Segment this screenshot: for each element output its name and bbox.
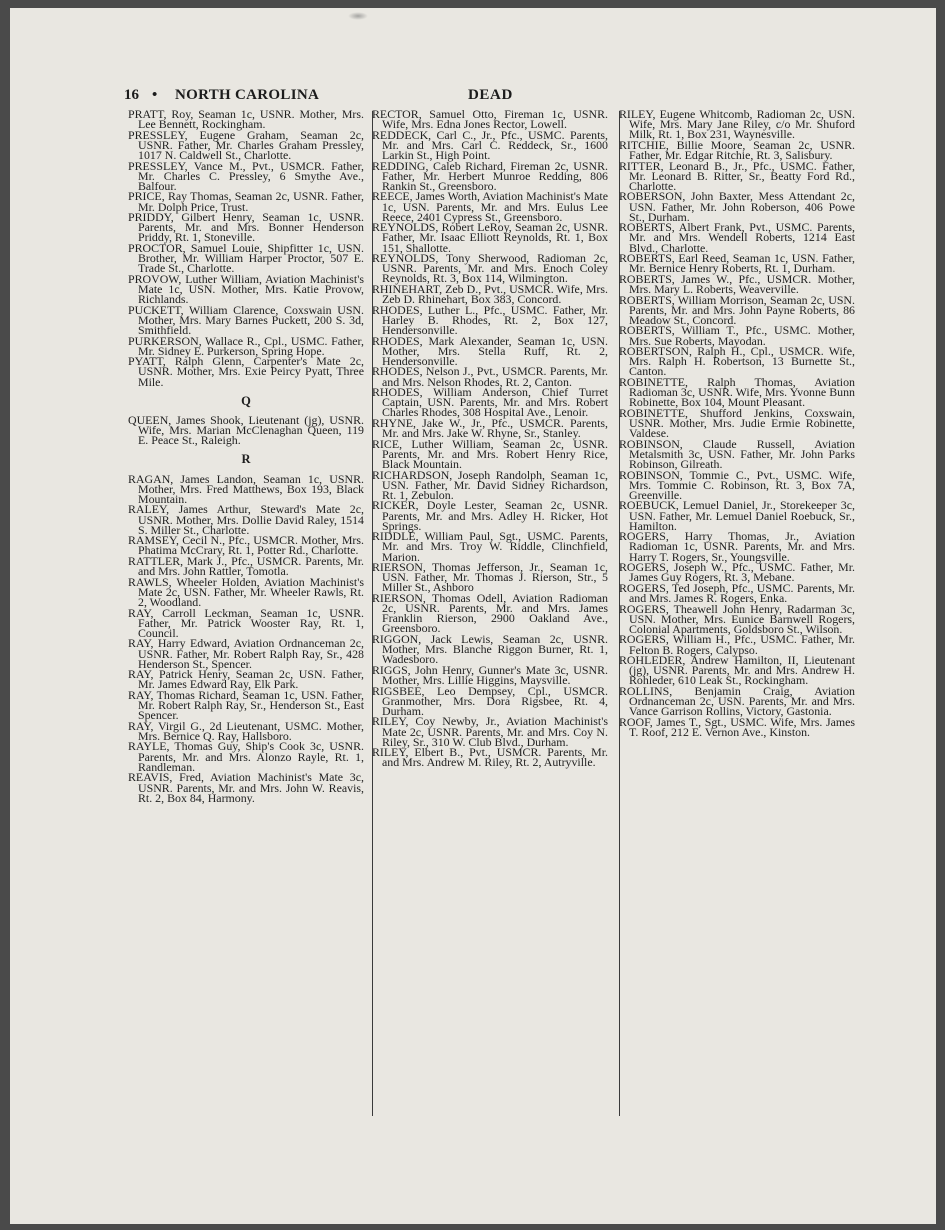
- roll-entry: ROBERTS, James W., Pfc., USMCR. Mother, Mrs. Mary L. Roberts, Weaverville.: [619, 271, 855, 296]
- roll-entry: RAY, Virgil G., 2d Lieutenant, USMC. Mother, Mrs. Bernice Q. Ray, Hallsboro.: [128, 718, 364, 743]
- roll-entry: RAY, Patrick Henry, Seaman 2c, USN. Father, Mr. James Edward Ray, Elk Park.: [128, 667, 364, 692]
- roll-entry: RICKER, Doyle Lester, Seaman 2c, USNR. Parents, Mr. and Mrs. Adley H. Ricker, Hot Springs.: [372, 498, 608, 533]
- roll-entry: ROBERTS, Earl Reed, Seaman 1c, USN. Father, Mr. Bernice Henry Roberts, Rt. 1, Durham.: [619, 251, 855, 276]
- roll-entry: REYNOLDS, Tony Sherwood, Radioman 2c, USNR. Parents, Mr. and Mrs. Enoch Coley Reynolds, Rt. 3, Box 114, Wilmington.: [372, 251, 608, 286]
- column-2: [372, 109, 608, 768]
- roll-entry: PYATT, Ralph Glenn, Carpenter's Mate 2c, USNR. Mother, Mrs. Exie Peircy Pyatt, Three Mile.: [128, 354, 364, 389]
- roll-entry: REDDECK, Carl C., Jr., Pfc., USMC. Parents, Mr. and Mrs. Carl C. Reddeck, Sr., 1600 Larkin St., High Point.: [372, 127, 608, 163]
- roll-entry: RATTLER, Mark J., Pfc., USMCR. Parents, Mr. and Mrs. John Rattler, Tomotla.: [128, 553, 364, 579]
- roll-entry: REAVIS, Fred, Aviation Machinist's Mate 3c, USNR. Parents, Mr. and Mrs. John W. Reavis, Rt. 2, Box 84, Harmony.: [128, 770, 364, 805]
- roll-entry: RICHARDSON, Joseph Randolph, Seaman 1c, USN. Father, Mr. David Sidney Richardson, Rt. 1, Zebulon.: [372, 467, 608, 502]
- roll-entry: RAYLE, Thomas Guy, Ship's Cook 3c, USNR. Parents, Mr. and Mrs. Alonzo Rayle, Rt. 1, Randleman.: [128, 739, 364, 774]
- page-number: 16: [124, 87, 139, 103]
- state-title: NORTH CAROLINA: [175, 87, 320, 103]
- roll-entry: REECE, James Worth, Aviation Machinist's Mate 1c, USN. Parents, Mr. and Mrs. Eulus Lee Reece, 2401 Cypress St., Greensboro.: [372, 189, 608, 224]
- roll-entry: RICE, Luther William, Seaman 2c, USNR. Parents, Mr. and Mrs. Robert Henry Rice, Black Mountain.: [372, 436, 608, 471]
- roll-entry: RIERSON, Thomas Jefferson, Jr., Seaman 1c, USN. Father, Mr. Thomas J. Rierson, Str., 5 Miller St., Ashboro: [372, 560, 608, 595]
- roll-entry: ROBERTS, William Morrison, Seaman 2c, USN. Parents, Mr. and Mrs. John Payne Roberts, 86 Meadow St., Concord.: [619, 292, 855, 327]
- ink-smudge: [348, 12, 368, 20]
- roll-entry: ROBINETTE, Shufford Jenkins, Coxswain, USNR. Mother, Mrs. Judie Ermie Robinette, Valdese.: [619, 405, 855, 441]
- roll-entry: RAGAN, James Landon, Seaman 1c, USNR. Mother, Mrs. Fred Matthews, Box 193, Black Mountain.: [128, 471, 364, 506]
- column-1: [128, 109, 364, 803]
- document-page: [10, 8, 936, 1224]
- section-letter: Q: [241, 393, 251, 408]
- roll-entry: REYNOLDS, Robert LeRoy, Seaman 2c, USNR. Father, Mr. Isaac Elliott Reynolds, Rt. 1, Box 151, Shallotte.: [372, 220, 608, 255]
- section-title: DEAD: [468, 87, 513, 103]
- roll-entry: RALEY, James Arthur, Steward's Mate 2c, USNR. Mother, Mrs. Dollie David Raley, 1514 S. Miller St., Charlotte.: [128, 502, 364, 537]
- roll-entry: RITTER, Leonard B., Jr., Pfc., USMC. Father, Mr. Leonard B. Ritter, Sr., Beatty Ford Rd., Charlotte.: [619, 158, 855, 193]
- roll-entry: RHINEHART, Zeb D., Pvt., USMCR. Wife, Mrs. Zeb D. Rhinehart, Box 383, Concord.: [372, 282, 608, 307]
- roll-entry: ROGERS, Harry Thomas, Jr., Aviation Radioman 1c, USNR. Parents, Mr. and Mrs. Harry T. Rogers, Sr., Youngsville.: [619, 529, 855, 564]
- roll-entry: ROOF, James T., Sgt., USMC. Wife, Mrs. James T. Roof, 212 E. Vernon Ave., Kinston.: [619, 714, 855, 739]
- roll-entry: RAY, Carroll Leckman, Seaman 1c, USNR. Father, Mr. Patrick Wooster Ray, Rt. 1, Council.: [128, 605, 364, 640]
- roll-entry: RHODES, William Anderson, Chief Turret Captain, USN. Parents, Mr. and Mrs. Robert Charles Rhodes, 308 Hospital Ave., Lenoir.: [372, 385, 608, 420]
- roll-entry: RHODES, Nelson J., Pvt., USMCR. Parents, Mr. and Mrs. Nelson Rhodes, Rt. 2, Canton.: [372, 364, 608, 389]
- roll-entry: ROBINSON, Claude Russell, Aviation Metalsmith 3c, USN. Father, Mr. John Parks Robinson, Gilreath.: [619, 436, 855, 471]
- roll-entry: RITCHIE, Billie Moore, Seaman 2c, USNR. Father, Mr. Edgar Ritchie, Rt. 3, Salisbury.: [619, 137, 855, 163]
- column-3: [619, 109, 855, 738]
- roll-entry: RILEY, Coy Newby, Jr., Aviation Machinist's Mate 2c, USNR. Parents, Mr. and Mrs. Coy N. Riley, Sr., 310 W. Club Blvd., Durham.: [372, 714, 608, 749]
- roll-entry: ROGERS, Theawell John Henry, Radarman 3c, USN. Mother, Mrs. Eunice Barnwell Rogers, Colonial Apartments, Goldsboro St., Wilson.: [619, 601, 855, 636]
- roll-entry: PRESSLEY, Eugene Graham, Seaman 2c, USNR. Father, Mr. Charles Graham Pressley, 1017 N. Caldwell St., Charlotte.: [128, 127, 364, 163]
- roll-entry: RHODES, Mark Alexander, Seaman 1c, USN. Mother, Mrs. Stella Ruff, Rt. 2, Hendersonville.: [372, 333, 608, 368]
- section-letter: R: [241, 452, 251, 467]
- roll-entry: RHYNE, Jake W., Jr., Pfc., USMCR. Parents, Mr. and Mrs. Jake W. Rhyne, Sr., Stanley.: [372, 415, 608, 441]
- roll-entry: PROVOW, Luther William, Aviation Machinist's Mate 1c, USN. Mother, Mrs. Katie Provow, Richlands.: [128, 271, 364, 307]
- roll-entry: REDDING, Caleb Richard, Fireman 2c, USNR. Father, Mr. Herbert Munroe Redding, 806 Rankin St., Greensboro.: [372, 158, 608, 193]
- roll-entry: ROBINSON, Tommie C., Pvt., USMC. Wife, Mrs. Tommie C. Robinson, Rt. 3, Box 7A, Greenville.: [619, 467, 855, 502]
- roll-entry: RAWLS, Wheeler Holden, Aviation Machinist's Mate 2c, USN. Father, Mr. Wheeler Rawls, Rt. 2, Woodland.: [128, 574, 364, 609]
- roll-entry: ROGERS, Joseph W., Pfc., USMC. Father, Mr. James Guy Rogers, Rt. 3, Mebane.: [619, 560, 855, 585]
- roll-entry: RIGGS, John Henry, Gunner's Mate 3c, USNR. Mother, Mrs. Lillie Higgins, Maysville.: [372, 662, 608, 688]
- roll-entry: RAY, Thomas Richard, Seaman 1c, USN. Father, Mr. Robert Ralph Ray, Sr., Henderson St., East Spencer.: [128, 687, 364, 723]
- roll-entry: ROEBUCK, Lemuel Daniel, Jr., Storekeeper 3c, USN. Father, Mr. Lemuel Daniel Roebuck, Sr., Hamilton.: [619, 498, 855, 533]
- roll-entry: ROBERTSON, Ralph H., Cpl., USMCR. Wife, Mrs. Ralph H. Robertson, 13 Burnette St., Canton.: [619, 344, 855, 379]
- roll-entry: RILEY, Eugene Whitcomb, Radioman 2c, USN. Wife, Mrs. Mary Jane Riley, c/o Mr. Shuford Milk, Rt. 1, Box 231, Waynesville.: [619, 107, 855, 142]
- roll-entry: PRIDDY, Gilbert Henry, Seaman 1c, USNR. Parents, Mr. and Mrs. Bonner Henderson Priddy, Rt. 1, Stoneville.: [128, 210, 364, 245]
- roll-entry: RIGGON, Jack Lewis, Seaman 2c, USNR. Mother, Mrs. Blanche Riggon Burner, Rt. 1, Wadesboro.: [372, 632, 608, 667]
- roll-entry: PROCTOR, Samuel Louie, Shipfitter 1c, USN. Brother, Mr. William Harper Proctor, 507 E. Trade St., Charlotte.: [128, 240, 364, 276]
- roll-entry: RIGSBEE, Leo Dempsey, Cpl., USMCR. Granmother, Mrs. Dora Rigsbee, Rt. 4, Durham.: [372, 683, 608, 718]
- roll-entry: ROBERTS, Albert Frank, Pvt., USMC. Parents, Mr. and Mrs. Wendell Roberts, 1214 East Blvd., Charlotte.: [619, 220, 855, 255]
- roll-entry: RILEY, Elbert B., Pvt., USMCR. Parents, Mr. and Mrs. Andrew M. Riley, Rt. 2, Autryville.: [372, 745, 608, 770]
- roll-entry: RIDDLE, William Paul, Sgt., USMC. Parents, Mr. and Mrs. Troy W. Riddle, Clinchfield, Marion.: [372, 529, 608, 564]
- roll-entry: ROGERS, Ted Joseph, Pfc., USMC. Parents, Mr. and Mrs. James R. Rogers, Enka.: [619, 580, 855, 605]
- roll-entry: RHODES, Luther L., Pfc., USMC. Father, Mr. Harley B. Rhodes, Rt. 2, Box 127, Hendersonville.: [372, 302, 608, 338]
- roll-entry: RAY, Harry Edward, Aviation Ordnanceman 2c, USNR. Father, Mr. Robert Ralph Ray, Sr., 428 Henderson St., Spencer.: [128, 636, 364, 671]
- roll-entry: ROBINETTE, Ralph Thomas, Aviation Radioman 3c, USNR. Wife, Mrs. Yvonne Bunn Robinette, Box 104, Mount Pleasant.: [619, 374, 855, 410]
- roll-entry: PRESSLEY, Vance M., Pvt., USMCR. Father, Mr. Charles C. Pressley, 6 Smythe Ave., Balfour.: [128, 158, 364, 193]
- roll-entry: RIERSON, Thomas Odell, Aviation Radioman 2c, USNR. Parents, Mr. and Mrs. James Franklin Rierson, 2900 Oakland Ave., Greensboro.: [372, 590, 608, 636]
- roll-entry: ROBERTS, William T., Pfc., USMC. Mother, Mrs. Sue Roberts, Mayodan.: [619, 323, 855, 348]
- roll-entry: PRATT, Roy, Seaman 1c, USNR. Mother, Mrs. Lee Bennett, Rockingham.: [128, 107, 364, 132]
- roll-entry: RAMSEY, Cecil N., Pfc., USMCR. Mother, Mrs. Phatima McCrary, Rt. 1, Potter Rd., Charlotte.: [128, 533, 364, 558]
- roll-entry: ROLLINS, Benjamin Craig, Aviation Ordnanceman 2c, USN. Parents, Mr. and Mrs. Vance Garrison Rollins, Victory, Gastonia.: [619, 683, 855, 719]
- roll-entry: ROGERS, William H., Pfc., USMC. Father, Mr. Felton B. Rogers, Calypso.: [619, 632, 855, 657]
- page-header: [124, 84, 866, 108]
- roll-entry: PUCKETT, William Clarence, Coxswain USN. Mother, Mrs. Mary Barnes Puckett, 200 S. 3d, Smithfield.: [128, 302, 364, 338]
- header-bullet: •: [152, 87, 158, 103]
- roll-entry: PRICE, Ray Thomas, Seaman 2c, USNR. Father, Mr. Dolph Price, Trust.: [128, 189, 364, 214]
- roll-entry: QUEEN, James Shook, Lieutenant (jg), USNR. Wife, Mrs. Marian McClenaghan Queen, 119 E. Peace St., Raleigh.: [128, 412, 364, 448]
- roll-entry: PURKERSON, Wallace R., Cpl., USMC. Father, Mr. Sidney E. Purkerson, Spring Hope.: [128, 333, 364, 358]
- roll-entry: RECTOR, Samuel Otto, Fireman 1c, USNR. Wife, Mrs. Edna Jones Rector, Lowell.: [372, 107, 608, 132]
- roll-entry: ROBERSON, John Baxter, Mess Attendant 2c, USN. Father, Mr. John Roberson, 406 Powe St., Durham.: [619, 189, 855, 224]
- roll-entry: ROHLEDER, Andrew Hamilton, II, Lieutenant (jg), USNR. Parents, Mr. and Mrs. Andrew H. Rohleder, 610 Leak St., Rockingham.: [619, 653, 855, 688]
